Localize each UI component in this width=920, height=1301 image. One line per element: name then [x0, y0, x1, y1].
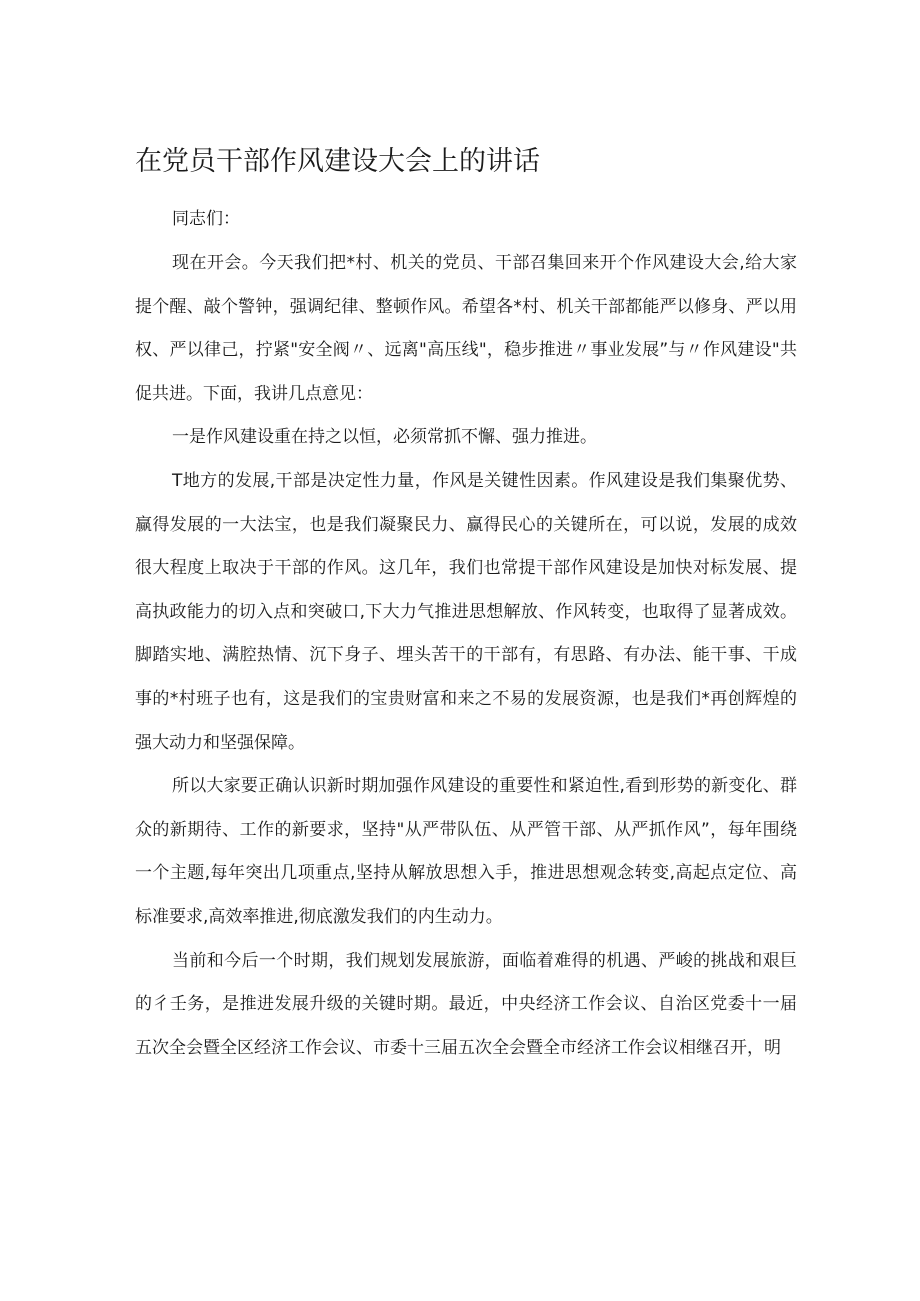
paragraph-current-period: 当前和今后一个时期，我们规划发展旅游，面临着难得的机遇、严峻的挑战和艰巨的彳壬务，是推进发展升级的关键时期。最近，中央经济工作会议、自治区党委十一届五次全会暨全区经济工作会议、市委十三届五次全会暨全市经济工作会议相继召开，明: [135, 950, 797, 1058]
document-title: 在党员干部作风建设大会上的讲话: [135, 146, 540, 177]
paragraph-opening: 现在开会。今天我们把*村、机关的党员、干部召集回来开个作风建设大会,给大家提个醒、敲个警钟，强调纪律、整顿作风。希望各*村、机关干部都能严以修身、严以用权、严以律己，拧紧"安全阀〃、远离"高压线"，稳步推进〃事业发展”与〃作风建设"共促共进。下面，我讲几点意见：: [135, 253, 797, 404]
document-body: [135, 200, 797, 1070]
paragraph-point-one-heading: 一是作风建设重在持之以恒，必须常抓不懈、强力推进。: [172, 427, 597, 448]
salutation: 同志们：: [172, 209, 240, 229]
paragraph-cadre-role: T地方的发展,干部是决定性力量，作风是关键性因素。作风建设是我们集聚优势、赢得发展的一大法宝，也是我们凝聚民力、赢得民心的关键所在，可以说，发展的成效很大程度上取决于干部的作风。这几年，我们也常提干部作风建设是加快对标发展、提高执政能力的切入点和突破口,下大力气推进思想解放、作风转变，也取得了显著成效。脚踏实地、满腔热情、沉下身子、埋头苦干的干部有，有思路、有办法、能干事、干成事的*村班子也有，这是我们的宝贵财富和来之不易的发展资源，也是我们*再创辉煌的强大动力和坚强保障。: [135, 470, 797, 753]
paragraph-urgency: 所以大家要正确认识新时期加强作风建设的重要性和紧迫性,看到形势的新变化、群众的新期待、工作的新要求，坚持"从严带队伍、从严管干部、从严抓作风”，每年围绕一个主题,每年突出几项重点,坚持从解放思想入手，推进思想观念转变,高起点定位、高标准要求,高效率推进,彻底激发我们的内生动力。: [135, 776, 797, 927]
